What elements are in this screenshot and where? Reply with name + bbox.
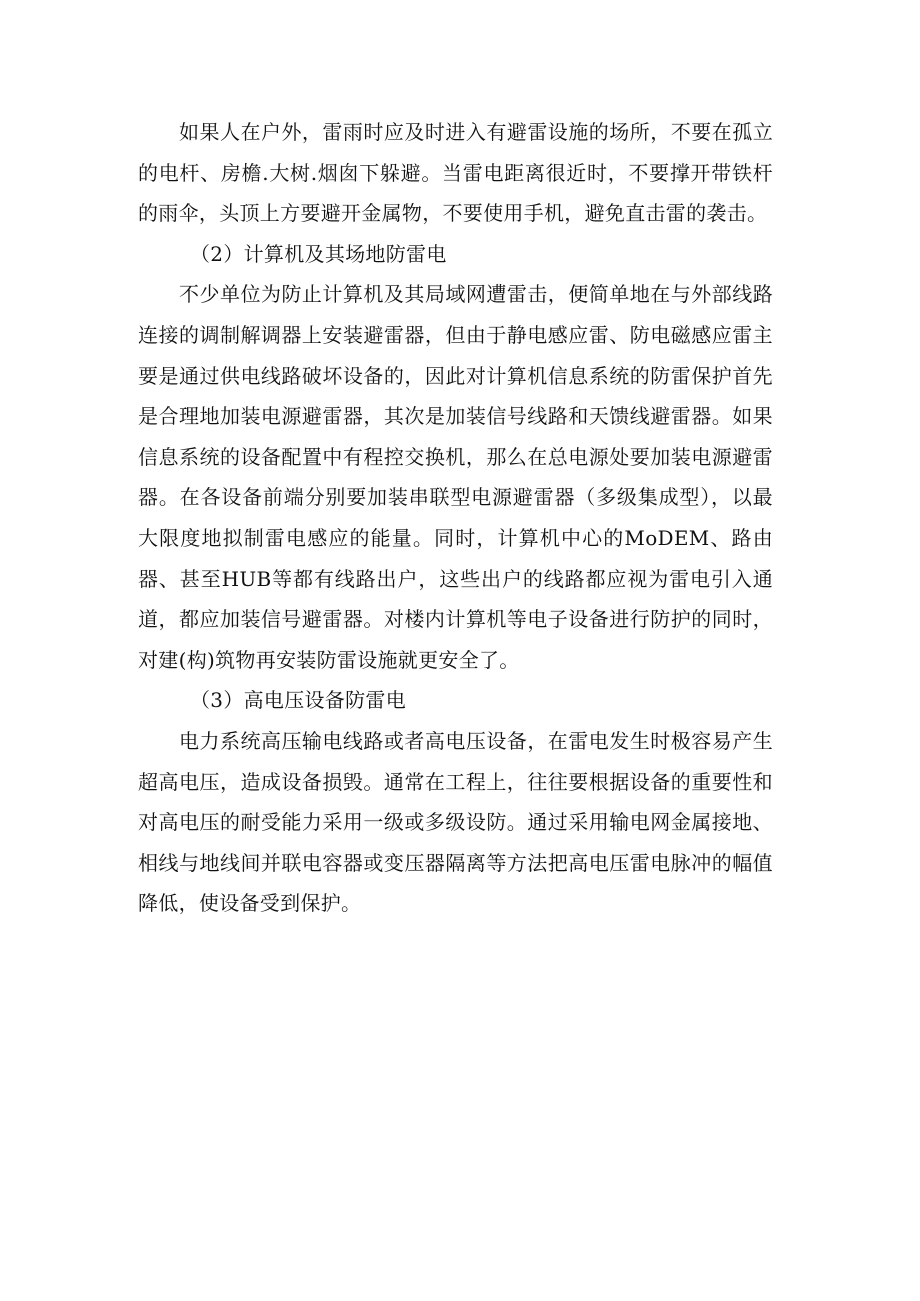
paragraph-computer-protection: 不少单位为防止计算机及其局域网遭雷击，便简单地在与外部线路连接的调制解调器上安装避雷器，但由于静电感应雷、防电磁感应雷主要是通过供电线路破坏设备的，因此对计算机信息系统的防雷保护首先是合理地加装电源避雷器，其次是加装信号线路和天馈线避雷器。如果信息系统的设备配置中有程控交换机，那么在总电源处要加装电源避雷器。在各设备前端分别要加装串联型电源避雷器（多级集成型），以最大限度地拟制雷电感应的能量。同时，计算机中心的MoDEM、路由器、甚至HUB等都有线路出户，这些出户的线路都应视为雷电引入通道，都应加装信号避雷器。对楼内计算机等电子设备进行防护的同时，对建(构)筑物再安装防雷设施就更安全了。 xyxy=(138,282,773,672)
document-page xyxy=(138,112,773,924)
section-heading-high-voltage: （3）高电压设备防雷电 xyxy=(190,688,407,713)
paragraph-high-voltage: 电力系统高压输电线路或者高电压设备，在雷电发生时极容易产生超高电压，造成设备损毁。通常在工程上，往往要根据设备的重要性和对高电压的耐受能力采用一级或多级设防。通过采用输电网金属接地、相线与地线间并联电容器或变压器隔离等方法把高电压雷电脉冲的幅值降低，使设备受到保护。 xyxy=(138,728,773,916)
paragraph-outdoor-safety: 如果人在户外，雷雨时应及时进入有避雷设施的场所，不要在孤立的电杆、房檐.大树.烟囱下躲避。当雷电距离很近时，不要撑开带铁杆的雨伞，头顶上方要避开金属物，不要使用手机，避免直击雷的袭击。 xyxy=(138,120,773,226)
section-heading-computer-protection: （2）计算机及其场地防雷电 xyxy=(190,241,447,266)
